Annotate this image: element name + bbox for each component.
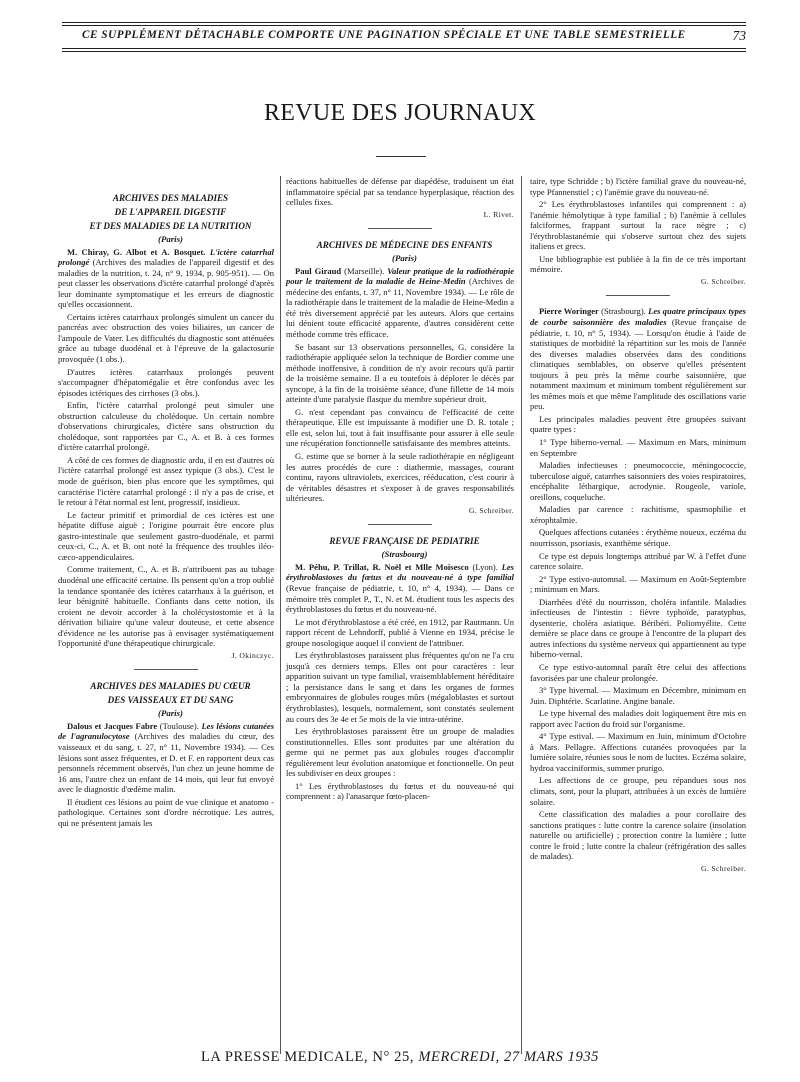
- supplement-notice: CE SUPPLÉMENT DÉTACHABLE COMPORTE UNE PAGINATION SPÉCIALE ET UNE TABLE SEMESTRIELLE: [82, 29, 686, 41]
- article-city: (Lyon).: [472, 561, 498, 572]
- paragraph: A côté de ces formes de diagnostic ardu, il en est d'autres où l'ictère catarrhal prolongé est assez typique (3 obs.). C'est le mode de guérison, bien plus encore que les symptômes, qui caractérise l'ictère catarrhal prolongé : il n'y a pas de crise, et le retour à l'état normal est lent, progressif, insidieux.: [58, 454, 274, 508]
- page-number: 73: [732, 28, 746, 43]
- paragraph: Le mot d'érythroblastose a été créé, en 1912, par Rautmann. Un rapport récent de Lehndorff, publié à Vienne en 1934, précise le groupe nosologique auquel il convient de l'attribuer.: [286, 616, 514, 648]
- section-title: ET DES MALADIES DE LA NUTRITION: [89, 221, 252, 231]
- section-title: ARCHIVES DES MALADIES: [112, 193, 229, 203]
- page-header: [62, 28, 746, 46]
- signature: G. Schreiber.: [700, 276, 746, 286]
- paragraph: 4° Type estival. — Maximum en Juin, minimum d'Octobre à Mars. Pellagre. Affections cutanées provoquées par la lumière solaire, réunies sous le nom de lucites. Eczéma solaire, hydroa vacciniformis, summer prurigo.: [530, 731, 746, 773]
- signature: G. Schreiber.: [468, 505, 514, 515]
- section-title: ARCHIVES DES MALADIES DU CŒUR: [90, 681, 251, 692]
- paragraph: D'autres ictères catarrhaux prolongés peuvent s'accompagner d'hépatomégalie et être confondus avec les épisodes ictériques des cirrhoses (3 obs.).: [58, 366, 274, 398]
- section-place: (Paris): [158, 708, 183, 719]
- paragraph: Maladies infectieuses : pneumococcie, méningococcie, tuberculose aiguë, catarrhes saisonniers des voies respiratoires, encéphalite léthargique, acrodynie. Rougeole, variole, oreillons, coqueluche.: [530, 460, 746, 502]
- section-separator: [368, 524, 432, 525]
- header-rule: [62, 51, 746, 52]
- column-divider: [521, 176, 522, 1054]
- article-authors: Pierre Woringer: [539, 306, 599, 317]
- article-reference: (Archives des maladies du cœur, des vaisseaux et du sang, t. 27, n° 11, Novembre 1934). — Ces lésions sont assez fréquentes, et D. et F. en rapportent deux cas personnels récemment observés, l'un chez un jeune homme de 16 ans, l'autre chez un enfant de 14 mois, qui leur fut envoyé avec le diagnostic d'œdème malin.: [58, 731, 275, 795]
- paragraph: Quelques affections cutanées : érythème noueux, eczéma du nourrisson, psoriasis, exanthème sérique.: [530, 527, 746, 548]
- section-place: (Strasbourg): [381, 549, 428, 560]
- paragraph: Une bibliographie est publiée à la fin de ce très important mémoire.: [530, 253, 746, 275]
- article-city: (Marseille).: [344, 265, 385, 276]
- article-authors: M. Péhu, P. Trillat, R. Noël et Mlle Moisesco: [295, 561, 469, 572]
- column-3: [530, 176, 746, 876]
- paragraph: Les érythroblastoses paraissent plus fréquentes qu'on ne l'a cru jusqu'à ces derniers temps. Elles ont pour caractères : leur apparition suivant un type familial, vraisemblablement héréditaire ; la persistance dans le sang et dans les organes de formes embryonnaires de globules rouges mûrs (mégaloblastes et surtout érythroblastes), lesquels, normalement, sont constatés seulement au cours des 3e 4e et 5e mois de la vie intra-utérine.: [286, 650, 514, 724]
- section-title: ARCHIVES DE MÉDECINE DES ENFANTS: [316, 240, 493, 251]
- article-reference: (Revue française de pédiatrie, t. 10, n° 4, 1934). — Dans ce mémoire très complet P., T., N. et M. étudient tous les aspects des érythroblastoses du fœtus et du nouveau-né.: [286, 582, 514, 615]
- article-abstract: [286, 266, 514, 340]
- article-title: Les érythroblastoses du fœtus et du nouveau-né à type familial: [286, 561, 514, 583]
- section-title: DE L'APPAREIL DIGESTIF: [114, 207, 227, 217]
- paragraph: Cette classification des maladies a pour corollaire des sanctions pratiques : lutte contre la carence solaire (insolation naturelle ou artificielle) ; protection contre la lumière ; lutte contre le froid ; lutte contre la chaleur (réfrigération des salles de malades).: [530, 809, 746, 862]
- paragraph: Le type hivernal des maladies doit logiquement être mis en rapport avec l'action du froid sur l'organisme.: [530, 708, 746, 729]
- article-city: (Strasbourg).: [601, 306, 646, 317]
- section-separator: [368, 228, 432, 229]
- paragraph: taire, type Schridde ; b) l'ictère familial grave du nouveau-né, type Pfannenstiel ; c) l'anémie grave du nouveau-né.: [530, 176, 746, 197]
- article-city: (Toulouse).: [159, 720, 199, 731]
- page-footer: [0, 1049, 800, 1066]
- column-divider: [280, 176, 281, 1054]
- article-title: Valeur pratique de la radiothérapie pour le traitement de la maladie de Heine-Medin: [286, 265, 515, 287]
- article-authors: Paul Giraud: [295, 265, 342, 276]
- article-reference: (Revue française de pédiatrie, t. 10, n° 5, 1934). — Lorsqu'on étudie à l'aide de statistiques de morbidité la répartition sur les mois de l'année des diverses maladies observées dans des conditions climatiques semblables, on observe qu'elles présentent toujours à peu près la même courbe saisonnière, que notamment maximum et minimum tombent régulièrement sur les mêmes mois et que même l'amplitude des oscillations varie peu.: [530, 317, 746, 412]
- section-title: REVUE FRANÇAISE DE PEDIATRIE: [329, 536, 480, 547]
- paragraph: Le facteur primitif et primordial de ces ictères est une hépatite diffuse aiguë ; l'origine pourrait être encore plus gastro-intestinale que seulement gastro-duodénale, et parmi ceux-ci, C., A. et B. ont noté la fréquence des troubles iléo-cæco-appendiculaires.: [58, 509, 274, 562]
- signature: G. Schreiber.: [700, 863, 746, 873]
- header-rule: [62, 48, 746, 49]
- paragraph: 3° Type hivernal. — Maximum en Décembre, minimum en Juin. Diphtérie. Scarlatine. Angine banale.: [530, 685, 746, 706]
- article-title: Les quatre principaux types de courbe saisonnière des maladies: [530, 306, 747, 328]
- section-separator: [134, 669, 198, 670]
- article-authors: Dalous et Jacques Fabre: [67, 720, 158, 731]
- section-place: (Paris): [158, 234, 183, 244]
- publication-name: LA PRESSE MEDICALE, N° 25,: [200, 1049, 415, 1065]
- article-reference: (Archives des maladies de l'appareil digestif et des maladies de la nutrition, t. 24, n° 9, 1934, p. 905-951). — On peut classer les observations d'ictère catarrhal prolongé d'après leur dominante symptomatique et les erreurs de diagnostic qu'elles occasionnent.: [58, 257, 274, 310]
- header-rule: [62, 22, 746, 23]
- paragraph: Il étudient ces lésions au point de vue clinique et anatomo - pathologique. Certaines sont d'ordre nécrotique. Les autres, qui ne présentent jamais les: [58, 796, 274, 828]
- paragraph: 2° Type estivo-automnal. — Maximum en Août-Septembre ; minimum en Mars.: [530, 573, 746, 595]
- signature: L. Rivet.: [483, 209, 514, 219]
- article-abstract: [286, 562, 514, 615]
- paragraph: G. estime que se borner à la seule radiothérapie en négligeant les autres procédés de cure : diathermie, massages, courant continu, rayons ultraviolets, exercices, rééducation, c'est courir à de véritables désastres et s'exposer à de graves responsabilités ultérieures.: [286, 451, 514, 504]
- paragraph: 1° Les érythroblastoses du fœtus et du nouveau-né qui comprennent : a) l'anasarque fœto-placen-: [286, 780, 514, 802]
- paragraph: Ce type estivo-automnal paraît être celui des affections favorisées par une chaleur prolongée.: [530, 661, 746, 683]
- column-1: [58, 192, 274, 830]
- article-title: Les lésions cutanées de l'agranulocytose: [58, 720, 275, 742]
- article-abstract: [58, 247, 274, 310]
- header-rule: [62, 25, 746, 26]
- paragraph: Maladies par carence : rachitisme, spasmophilie et xérophtalmie.: [530, 504, 746, 525]
- paragraph: Comme traitement, C., A. et B. n'attribuent pas au tubage duodénal une efficacité certaine. Ils pensent qu'on a trop oublié la tendance spontanée des ictères catarrhaux à la guérison, et leur bénignité habituelle. Confiants dans cette notion, ils croient ne devoir accorder à la cholécystostomie et à la dérivation biliaire qu'une valeur douteuse, et cette absence d'évidence ne les autorise pas à envisager systématiquement l'opportunité d'une thérapeutique chirurgicale.: [58, 564, 274, 649]
- paragraph: Certains ictères catarrhaux prolongés simulent un cancer du pancréas avec obstruction des voies biliaires, un cancer de l'ampoule de Vater. Les difficultés du diagnostic sont atténuées grâce au tubage duodénal et à l'épreuve de la galactosurie provoquée (1 obs.).: [58, 311, 274, 365]
- masthead-title: REVUE DES JOURNAUX: [263, 100, 537, 126]
- column-2: [286, 176, 514, 804]
- paragraph: G. n'est cependant pas convaincu de l'efficacité de cette thérapeutique. Elle est impuissante à modifier une D. R. totale ; elle est, selon lui, tout à fait insuffisante pour assurer à elle seule une récupération fonctionnelle satisfaisante des membres atteints.: [286, 406, 514, 449]
- paragraph: Se basant sur 13 observations personnelles, G. considère la radiothérapie appliquée selon la technique de Bordier comme une méthode inoffensive, à condition de n'y avoir recours qu'à partir de la troisième semaine. Il a eu toutefois à déplorer le décès par syncope, à la fin de la troisième séance, d'une fillette de 14 mois atteinte d'une paralysie flasque du membre supérieur droit.: [286, 341, 514, 405]
- article-reference: (Archives de médecine des enfants, t. 37, n° 11, Novembre 1934). — Le rôle de la radiothérapie dans le traitement de la maladie de Heine-Medin a été très diversement apprécié par les auteurs. Alors que certains lui dénient toute efficacité apparente, d'autres considèrent cette méthode comme très efficace.: [286, 276, 515, 340]
- section-place: (Paris): [392, 253, 417, 264]
- section-title: DES VAISSEAUX ET DU SANG: [107, 695, 234, 706]
- article-abstract: [530, 306, 746, 411]
- masthead-rule: [376, 156, 426, 157]
- paragraph: Les érythroblastoses paraissent être un groupe de maladies constitutionnelles. Elles sont produites par une altération du germe qui ne permet pas aux globules rouges d'accomplir régulièrement leur évolution anatomique et fonctionnelle. On peut les subdiviser en deux groupes :: [286, 726, 514, 779]
- article-title: L'ictère catarrhal prolongé: [58, 246, 274, 268]
- paragraph: Diarrhées d'été du nourrisson, choléra infantile. Maladies infectieuses de l'intestin : fièvre typhoïde, paratyphus, dysenterie, choléra asiatique. Béribéri. Poliomyélite. Cette dernière se place dans ce groupe à l'encontre de la plupart des autres infections du système nerveux qui appartiennent au type hiberno-vernal.: [530, 596, 746, 660]
- paragraph: 2° Les érythroblastoses infantiles qui comprennent : a) l'anémie hémolytique à type familial ; b) l'anémie à cellules falciformes, frappant surtout la race nègre ; c) l'érythroblastanémie qui s'observe surtout chez des sujets italiens et grecs.: [530, 199, 746, 252]
- publication-date: MERCREDI, 27 MARS 1935: [418, 1049, 600, 1065]
- section-separator: [606, 295, 670, 296]
- article-authors: M. Chiray, G. Albot et A. Bosquet.: [67, 246, 206, 257]
- paragraph: Les principales maladies peuvent être groupées suivant quatre types :: [530, 413, 746, 435]
- paragraph: Les affections de ce groupe, peu répandues sous nos climats, sont, pour la plupart, attribuées à un excès de lumière solaire.: [530, 775, 746, 807]
- paragraph: 1° Type hiberno-vernal. — Maximum en Mars, minimum en Septembre: [530, 437, 746, 458]
- article-abstract: [58, 721, 274, 795]
- signature: J. Okinczyc.: [231, 650, 274, 660]
- paragraph: Ce type est depuis longtemps attribué par W. à l'effet d'une carence solaire.: [530, 550, 746, 572]
- paragraph: réactions habituelles de défense par diapédèse, traduisent un état inflammatoire spécial par sa tendance hyperplasique, réaction des cellules fixes.: [286, 176, 514, 208]
- paragraph: Enfin, l'ictère catarrhal prolongé peut simuler une obstruction calculeuse du cholédoque. Un certain nombre d'observations chirurgicales, d'ictère sans obstruction du cholédoque, sont rapportées par C., A. et B. à ces formes d'ictère catarrhal prolongé.: [58, 400, 274, 453]
